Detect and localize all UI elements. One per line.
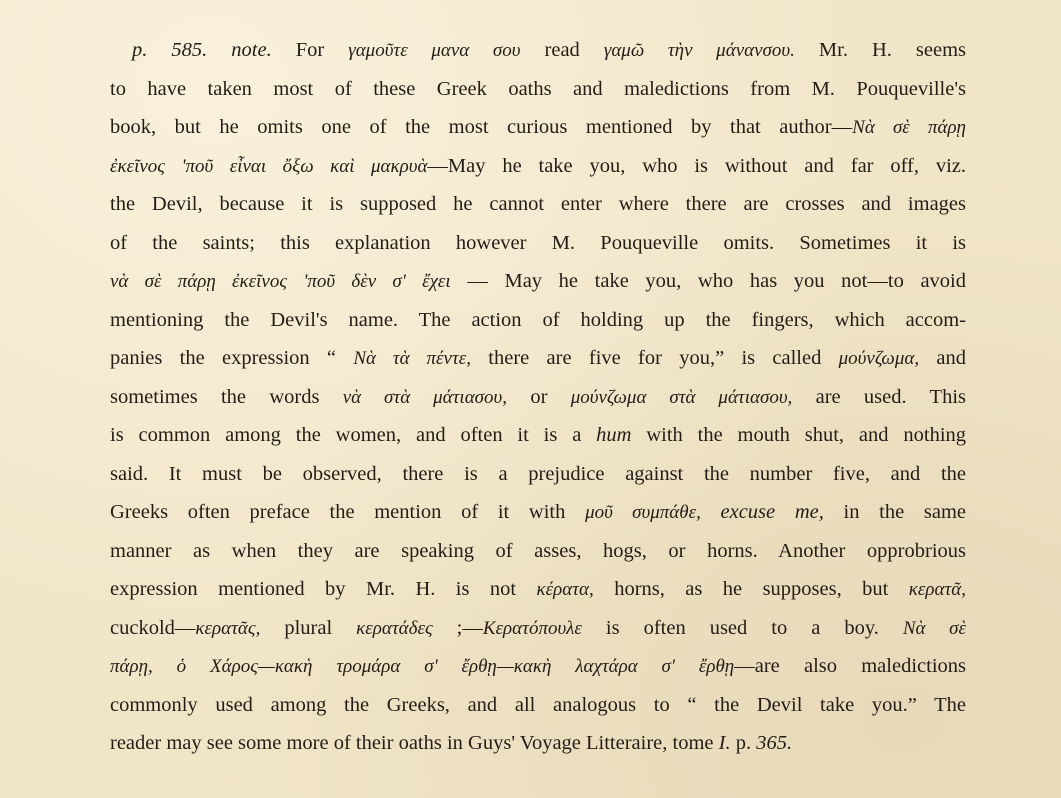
greek-phrase: πάρῃ, ὁ Χάρος—κακὴ τρομάρα σ' ἔρθῃ—κακὴ λαχτάρα σ' ἔρθῃ <box>110 656 735 677</box>
greek-phrase: ἐκεῖνος 'ποῦ εἶναι ὄξω καὶ μακρυὰ <box>110 155 428 177</box>
greek-phrase: γαμῶ τὴν μάνανσου. <box>603 40 795 61</box>
text-line <box>110 455 966 494</box>
text-line <box>110 262 966 301</box>
text-run: is common among the women, and often it is a <box>110 424 597 446</box>
text-run: expression mentioned by Mr. H. is not <box>110 578 537 600</box>
text-run: commonly used among the Greeks, and all analogous to “ the Devil take you.” The <box>110 693 966 716</box>
text-run: reader may see some more of their oaths in Guys' Voyage Litteraire, tome <box>110 732 719 754</box>
greek-phrase: μούνζωμα στὰ μάτιασου, <box>570 386 793 408</box>
greek-phrase: μούνζωμα, <box>838 348 920 369</box>
greek-phrase: νὰ στὰ μάτιασου, <box>342 386 508 408</box>
text-run: book, but he omits one of the most curious mentioned by that author— <box>110 116 853 138</box>
text-run: is often used to a boy. <box>581 616 903 639</box>
greek-phrase: μοῦ συμπάθε, <box>585 502 701 523</box>
text-line <box>110 378 966 417</box>
text-run: For <box>271 39 349 61</box>
italic-phrase: I. <box>718 732 731 754</box>
text-line <box>110 724 966 763</box>
text-line <box>110 70 966 109</box>
text-line <box>110 493 966 532</box>
text-run <box>701 501 721 523</box>
text-run: to have taken most of these Greek oaths and maledictions from M. Pouqueville's <box>110 77 966 100</box>
italic-phrase: 365. <box>756 732 793 754</box>
text-run: or <box>507 385 571 408</box>
text-run: of the saints; this explanation however M. Pouqueville omits. Sometimes it is <box>110 231 966 254</box>
show-through-text <box>110 0 970 11</box>
text-run: said. It must be observed, there is a prejudice against the number five, and the <box>110 462 966 485</box>
text-run: there are five for you,” is called <box>471 347 839 369</box>
text-run: the Devil, because it is supposed he cannot enter where there are crosses and images <box>110 193 966 215</box>
greek-phrase: Νὰ σὲ πάρῃ <box>852 117 966 138</box>
text-line <box>110 570 966 609</box>
text-line <box>110 147 966 186</box>
greek-phrase: γαμοῦτε μανα σου <box>348 40 521 61</box>
text-run: Mr. H. seems <box>794 39 966 61</box>
text-line <box>110 609 966 648</box>
text-run: in the same <box>823 501 967 523</box>
text-line <box>110 532 966 571</box>
text-line <box>110 686 966 725</box>
text-run: cuckold— <box>110 616 196 639</box>
italic-phrase: p. 585. note. <box>132 39 272 61</box>
text-run: —are also maledictions <box>734 655 966 677</box>
text-run: plural <box>260 616 357 639</box>
text-line <box>110 301 966 340</box>
text-run: are used. This <box>792 385 966 408</box>
greek-phrase: Νὰ σὲ <box>902 617 966 639</box>
greek-phrase: κερατᾶς, <box>195 617 261 639</box>
text-run: —May he take you, who is without and far off, viz. <box>427 154 966 177</box>
text-line <box>110 416 966 455</box>
greek-phrase: Κερατόπουλε <box>482 617 582 639</box>
text-run: ;— <box>432 616 483 639</box>
text-line <box>110 339 966 378</box>
text-run: read <box>520 39 604 61</box>
greek-phrase: κερατᾶ, <box>908 579 966 600</box>
text-run: Greeks often preface the mention of it with <box>110 501 586 523</box>
text-run: manner as when they are speaking of asses, hogs, or horns. Another opprobrious <box>110 539 966 562</box>
text-line <box>110 647 966 686</box>
greek-phrase: Νὰ τὰ πέντε, <box>353 348 472 369</box>
text-run: horns, as he supposes, but <box>593 578 909 600</box>
greek-phrase: κερατάδες <box>356 617 433 639</box>
text-line <box>110 31 966 70</box>
greek-phrase: κέρατα, <box>536 579 594 600</box>
text-run: with the mouth shut, and nothing <box>631 424 967 446</box>
italic-phrase: excuse me, <box>720 501 824 523</box>
text-line <box>110 108 966 147</box>
italic-phrase: hum <box>596 424 632 446</box>
text-run: sometimes the words <box>110 385 343 408</box>
text-run: panies the expression “ <box>110 347 354 369</box>
note-body <box>110 31 966 763</box>
text-line <box>110 224 966 263</box>
text-run: p. <box>730 732 757 754</box>
text-line <box>110 185 966 224</box>
text-run: and <box>919 347 966 369</box>
text-run: — May he take you, who has you not—to avoid <box>450 270 967 292</box>
text-run: mentioning the Devil's name. The action of holding up the fingers, which accom- <box>110 308 966 331</box>
greek-phrase: νὰ σὲ πάρῃ ἐκεῖνος 'ποῦ δὲν σ' ἔχει <box>110 271 451 292</box>
